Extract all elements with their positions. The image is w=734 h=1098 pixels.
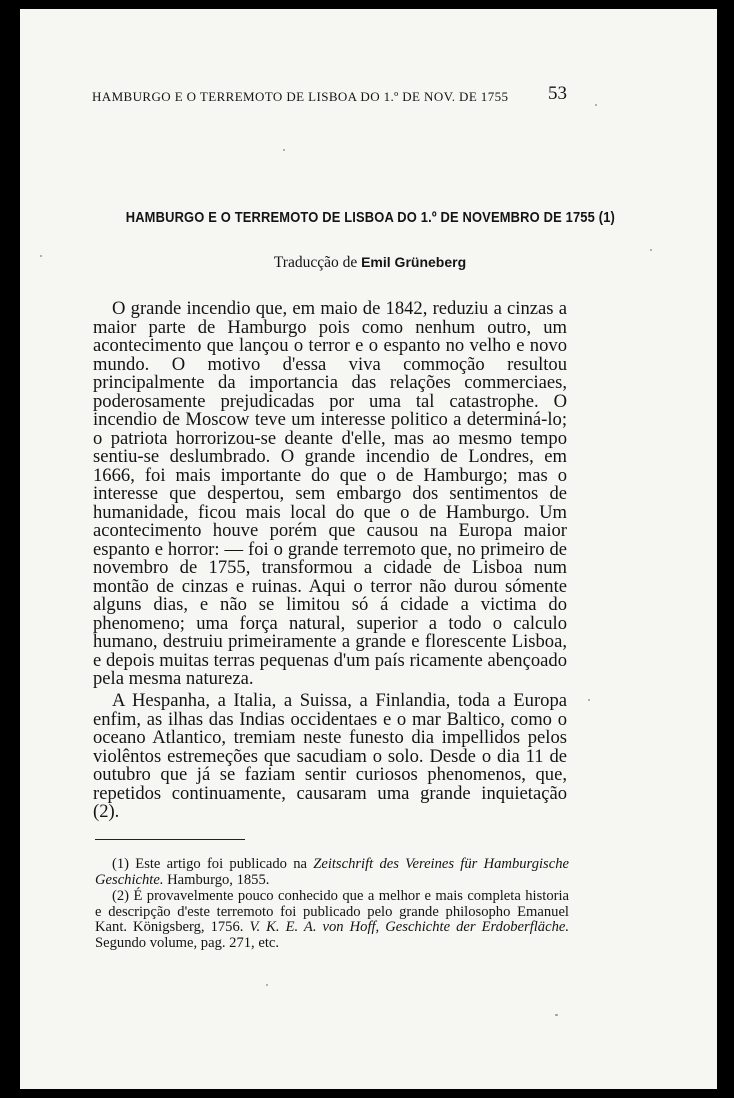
page-number: 53 <box>548 83 567 104</box>
scan-speck <box>650 249 652 251</box>
scan-speck <box>555 1014 558 1016</box>
article-title: HAMBURGO E O TERREMOTO DE LISBOA DO 1.º DE NOVEMBRO DE 1755 (1) <box>125 209 616 226</box>
scan-speck <box>40 255 42 257</box>
book-page <box>20 9 717 1089</box>
footnote-1-mark: (1) <box>112 856 130 872</box>
paragraph-2: A Hespanha, a Italia, a Suissa, a Finlandia, toda a Europa enfim, as ilhas das Indias occidentaes e o mar Baltico, como o oceano Atlantico, tremiam neste funesto dia impellidos pelos violêntos estremeções que sacudiam o solo. Desde o dia 11 de outubro que já se faziam sentir curiosos phenomenos, que, repetidos continuamente, causaram uma grande inquietação (2). <box>93 690 567 822</box>
footnote-1 <box>95 857 569 888</box>
running-header: HAMBURGO E O TERREMOTO DE LISBOA DO 1.º DE NOV. DE 1755 <box>92 89 509 104</box>
translator-prefix: Traducção de <box>273 254 358 271</box>
footnote-2 <box>95 889 569 951</box>
footnote-2-italic: V. K. E. A. von Hoff, Geschichte der Erdoberfläche. <box>249 919 570 935</box>
footnote-2-mark: (2) <box>112 888 130 904</box>
scan-speck <box>588 699 590 701</box>
scan-speck <box>283 149 285 151</box>
paragraph-1: O grande incendio que, em maio de 1842, reduziu a cinzas a maior parte de Hamburgo pois como nenhum outro, um acontecimento que lançou o terror e o espanto no velho e novo mundo. O motivo d'essa viva commoção resultou principalmente da importancia das relações commerciaes, poderosamente prejudicadas por uma tal catastrophe. O incendio de Moscow teve um interesse politico a determiná-lo; o patriota horrorizou-se deante d'elle, mas ao mesmo tempo sentiu-se deslumbrado. O grande incendio de Londres, em 1666, foi mais importante do que o de Hamburgo; mas o interesse que despertou, sem embargo dos sentimentos de humanidade, ficou mais local do que o de Hamburgo. Um acontecimento houve porém que causou na Europa maior espanto e horror: — foi o grande terremoto que, no primeiro de novembro de 1755, transformou a cidade de Lisboa num montão de cinzas e ruinas. Aqui o terror não durou sómente alguns dias, e não se limitou só á cidade a victima do phenomeno; uma força natural, superior a todo o calculo humano, destruiu primeiramente a grande e florescente Lisboa, e depois muitas terras pequenas d'um país ricamente abençoado pela mesma natureza. <box>93 298 567 689</box>
translator-credit <box>90 254 650 272</box>
footnote-2-text-a: É provavelmente pouco conhecido que a melhor e mais completa historia e descripção d'este terremoto foi publicado pelo grande philosopho Emanuel Kant. Königsberg, 1756. <box>95 888 570 935</box>
footnote-2-text-b: Segundo volume, pag. 271, etc. <box>95 934 280 951</box>
footnote-1-text-b: Hamburgo, 1855. <box>167 871 270 888</box>
scan-speck <box>266 984 268 986</box>
footnote-divider <box>95 839 245 840</box>
footnote-1-text-a: Este artigo foi publicado na <box>135 856 307 872</box>
footnote-1-italic: Zeitschrift des Vereines für Hamburgische Geschichte. <box>95 856 569 888</box>
translator-name: Emil Grüneberg <box>361 254 467 270</box>
scan-speck <box>595 104 597 106</box>
